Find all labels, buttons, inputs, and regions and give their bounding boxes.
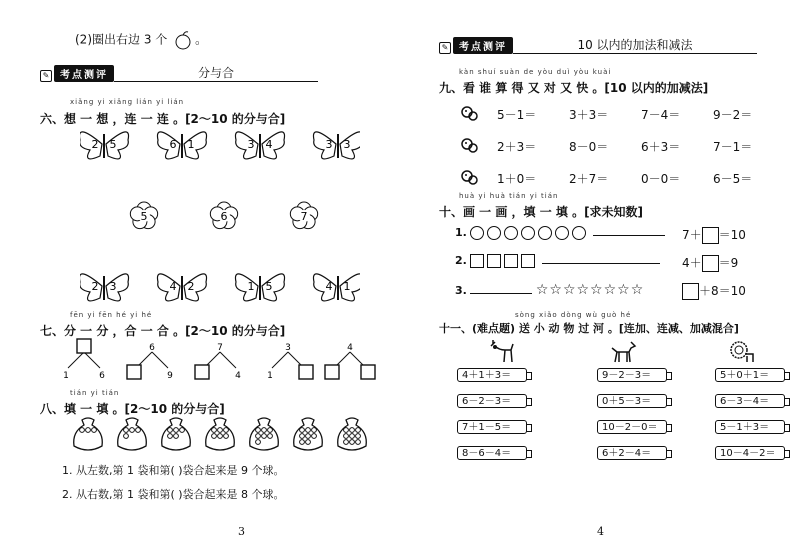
equation: 3＋3＝	[569, 108, 609, 122]
horse-icon	[609, 338, 639, 366]
kitten-icon	[459, 136, 479, 154]
svg-text:3: 3	[343, 138, 351, 151]
river-equation[interactable]: 6＋2－4＝	[597, 446, 667, 460]
circle-shape	[555, 226, 569, 240]
banner-icon: ✎	[40, 70, 52, 82]
svg-text:2: 2	[187, 280, 195, 293]
svg-text:3: 3	[109, 280, 117, 293]
svg-text:3: 3	[247, 138, 255, 151]
square-shape	[487, 254, 501, 268]
q7-pinyin: fēn yi fēn hé yi hé	[70, 311, 153, 319]
river-equation[interactable]: 10－2－0＝	[597, 420, 667, 434]
river-equation[interactable]: 6－2－3＝	[457, 394, 527, 408]
ball-bag	[338, 418, 367, 450]
intro-text: (2)圈出右边 3 个	[75, 32, 168, 47]
equation: 6＋3＝	[641, 140, 681, 154]
tree-number: 4	[347, 343, 353, 353]
circle-shape	[504, 226, 518, 240]
butterfly-card	[235, 274, 284, 301]
svg-text:6: 6	[220, 210, 228, 223]
answer-box[interactable]	[127, 365, 141, 379]
answer-box[interactable]	[299, 365, 313, 379]
ball-bag	[250, 418, 279, 450]
tree-number: 1	[267, 371, 273, 381]
left-banner	[40, 66, 318, 82]
q8-title: 八、填 一 填 。[2～10 的分与合]	[40, 402, 225, 416]
q6-pinyin: xiǎng yi xiǎng lián yi lián	[70, 98, 185, 106]
circle-shape	[521, 226, 535, 240]
answer-box[interactable]	[361, 365, 375, 379]
river-equation[interactable]: 5＋0＋1＝	[715, 368, 785, 382]
equation: 0－0＝	[641, 172, 681, 186]
eq-text: ＝10	[718, 228, 746, 242]
svg-text:4: 4	[265, 138, 273, 151]
svg-text:5: 5	[140, 210, 148, 223]
apple-icon	[171, 30, 195, 50]
answer-box[interactable]	[195, 365, 209, 379]
item-label: 3.	[455, 284, 467, 297]
svg-text:4: 4	[325, 280, 333, 293]
river-equation[interactable]: 0＋5－3＝	[597, 394, 667, 408]
eq-text: 7＋	[682, 228, 702, 242]
butterfly-card	[235, 132, 284, 159]
answer-box[interactable]	[702, 227, 719, 244]
item-label: 1.	[455, 226, 467, 239]
tree-number: 4	[235, 371, 241, 381]
q8-line1: 1. 从左数,第 1 袋和第( )袋合起来是 9 个球。	[62, 464, 285, 477]
svg-text:1: 1	[343, 280, 351, 293]
eq-text: ＋8＝10	[699, 284, 746, 298]
equation: 7－4＝	[641, 108, 681, 122]
chick-icon	[459, 104, 479, 122]
q8-line2: 2. 从右数,第 1 袋和第( )袋合起来是 8 个球。	[62, 488, 285, 501]
q9-pinyin: kàn shuí suàn de yòu duì yòu kuài	[459, 68, 612, 76]
svg-text:5: 5	[109, 138, 117, 151]
ball-bag	[118, 418, 147, 450]
intro-line: (2)圈出右边 3 个 。	[75, 30, 207, 50]
butterfly-card	[157, 274, 206, 301]
square-shape	[521, 254, 535, 268]
butterfly-card	[80, 132, 129, 159]
tree-number: 6	[99, 371, 105, 381]
butterfly-card	[157, 132, 206, 159]
q10-item2	[455, 254, 660, 268]
equation: 2＋7＝	[569, 172, 609, 186]
equation: 9－2＝	[713, 108, 753, 122]
q8-pinyin: tián yi tián	[70, 389, 120, 397]
q7-trees	[60, 338, 380, 384]
eq-text: 4＋	[682, 256, 702, 270]
q10-eq3	[682, 282, 746, 300]
river-equation[interactable]: 7＋1－5＝	[457, 420, 527, 434]
tree-number: 6	[149, 343, 155, 353]
svg-text:3: 3	[325, 138, 333, 151]
q8-bags	[70, 414, 380, 456]
svg-text:7: 7	[300, 210, 308, 223]
svg-text:4: 4	[169, 280, 177, 293]
q10-eq2	[682, 254, 738, 272]
ball-bag	[74, 418, 103, 450]
banner-icon: ✎	[439, 42, 451, 54]
svg-text:1: 1	[187, 138, 195, 151]
q10-item3	[455, 282, 644, 298]
right-page	[397, 0, 794, 550]
q10-pinyin: huà yi huà tián yi tián	[459, 192, 559, 200]
equation: 2＋3＝	[497, 140, 537, 154]
q9-title: 九、看 谁 算 得 又 对 又 快 。[10 以内的加减法]	[439, 81, 709, 95]
q10-eq1	[682, 226, 746, 244]
tree-number: 7	[217, 343, 223, 353]
river-equation[interactable]: 4＋1＋3＝	[457, 368, 527, 382]
page-number-left: 3	[238, 525, 245, 538]
svg-text:2: 2	[91, 138, 99, 151]
ball-bag	[206, 418, 235, 450]
river-equation[interactable]: 5－1＋3＝	[715, 420, 785, 434]
q10-title: 十、画 一 画 ，填 一 填 。[求未知数]	[439, 205, 644, 219]
tree-number: 9	[167, 371, 173, 381]
banner-title: 分与合	[114, 64, 318, 82]
answer-box[interactable]	[702, 255, 719, 272]
river-equation[interactable]: 9－2－3＝	[597, 368, 667, 382]
right-banner	[439, 38, 757, 54]
butterfly-card	[313, 132, 360, 159]
answer-line[interactable]	[593, 235, 665, 236]
equation: 1＋0＝	[497, 172, 537, 186]
square-shape	[470, 254, 484, 268]
flower-number	[290, 202, 317, 229]
q11-title: 十一、(难点题) 送 小 动 物 过 河 。[连加、连减、加减混合]	[439, 322, 739, 335]
page-number-right: 4	[597, 525, 604, 538]
answer-box[interactable]	[325, 365, 339, 379]
q7-title: 七、分 一 分 ，合 一 合 。[2～10 的分与合]	[40, 324, 286, 338]
tree-number: 3	[285, 343, 291, 353]
deer-icon	[487, 338, 517, 366]
equation: 5－1＝	[497, 108, 537, 122]
river-equation[interactable]: 8－6－4＝	[457, 446, 527, 460]
q6-figure	[80, 122, 360, 312]
circle-shape	[572, 226, 586, 240]
circle-shape	[538, 226, 552, 240]
circle-shape	[487, 226, 501, 240]
answer-line[interactable]	[542, 263, 660, 264]
ball-bag	[162, 418, 191, 450]
svg-text:6: 6	[169, 138, 177, 151]
equation: 6－5＝	[713, 172, 753, 186]
square-shape	[504, 254, 518, 268]
tree-number: 1	[63, 371, 69, 381]
q10-item1	[455, 226, 665, 240]
river-equation[interactable]: 10－4－2＝	[715, 446, 785, 460]
eq-text: ＝9	[718, 256, 739, 270]
ball-bag	[294, 418, 323, 450]
lion-icon	[727, 338, 757, 366]
equation: 7－1＝	[713, 140, 753, 154]
banner-badge: 考点测评	[453, 37, 513, 54]
banner-title: 10 以内的加法和减法	[513, 36, 757, 54]
answer-box[interactable]	[682, 283, 699, 300]
butterfly-card	[313, 274, 360, 301]
circle-shape	[470, 226, 484, 240]
equation: 8－0＝	[569, 140, 609, 154]
q6-title: 六、想 一 想 ，连 一 连 。[2～10 的分与合]	[40, 112, 286, 126]
svg-text:2: 2	[91, 280, 99, 293]
flower-number	[210, 202, 237, 229]
item-label: 2.	[455, 254, 467, 267]
star-row: ☆☆☆☆☆☆☆☆	[535, 282, 645, 298]
svg-text:5: 5	[265, 280, 273, 293]
answer-box[interactable]	[77, 339, 91, 353]
answer-line[interactable]	[470, 293, 532, 294]
puppy-icon	[459, 168, 479, 186]
svg-text:1: 1	[247, 280, 255, 293]
q11-pinyin: sòng xiǎo dòng wù guò hé	[515, 311, 632, 319]
banner-badge: 考点测评	[54, 65, 114, 82]
flower-number	[130, 202, 157, 229]
butterfly-card	[80, 274, 129, 301]
river-equation[interactable]: 6－3－4＝	[715, 394, 785, 408]
